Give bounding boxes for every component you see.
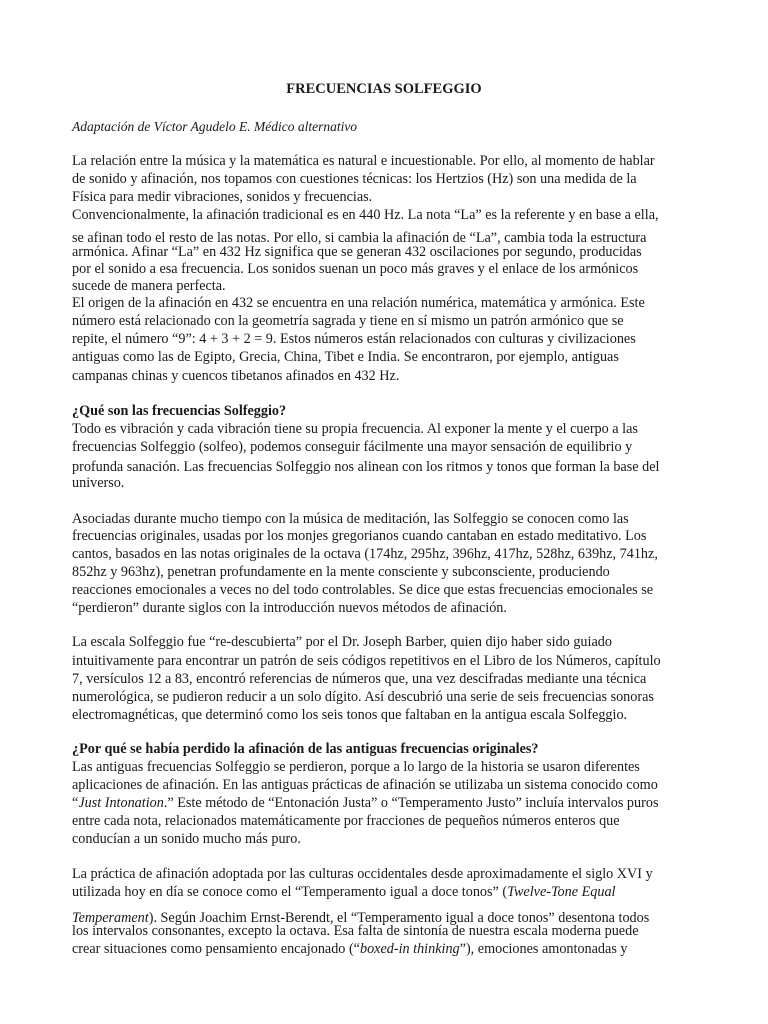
- paragraph-line: conducían a un sonido mucho más puro.: [72, 831, 301, 847]
- paragraph-line: antiguas como las de Egipto, Grecia, China, Tibet e India. Se encontraron, por ejemplo, antiguas: [72, 349, 619, 365]
- paragraph-line: Las antiguas frecuencias Solfeggio se perdieron, porque a lo largo de la historia se usaron diferentes: [72, 759, 640, 775]
- section-heading: ¿Por qué se había perdido la afinación de las antiguas frecuencias originales?: [72, 741, 539, 757]
- paragraph-line: se afinan todo el resto de las notas. Por ello, si cambia la afinación de “La”, cambia toda la estructura: [72, 230, 647, 246]
- paragraph-line: Convencionalmente, la afinación tradicional es en 440 Hz. La nota “La” es la referente y en base a ella,: [72, 207, 659, 223]
- paragraph-line: profunda sanación. Las frecuencias Solfeggio nos alinean con los ritmos y tonos que forman la base del: [72, 459, 660, 475]
- text-span: ). Según Joachim Ernst-Berendt, el “Temperamento igual a doce tonos” desentona todos: [148, 910, 650, 926]
- paragraph-line: de sonido y afinación, nos topamos con cuestiones técnicas: los Hertzios (Hz) son una medida de la: [72, 171, 637, 187]
- paragraph-line: 7, versículos 12 a 83, encontró referencias de números que, una vez descifradas mediante una técnica: [72, 671, 647, 687]
- paragraph-line: Asociadas durante mucho tiempo con la música de meditación, las Solfeggio se conocen como las: [72, 511, 629, 527]
- section-heading: ¿Qué son las frecuencias Solfeggio?: [72, 403, 287, 419]
- paragraph-line: reacciones emocionales a veces no del todo controlables. Se dice que estas frecuencias emocionales se: [72, 582, 654, 598]
- italic-term: Twelve-Tone Equal: [507, 884, 616, 900]
- paragraph-line: Todo es vibración y cada vibración tiene su propia frecuencia. Al exponer la mente y el cuerpo a las: [72, 421, 638, 437]
- paragraph-line: [72, 794, 658, 812]
- paragraph-line: aplicaciones de afinación. En las antiguas prácticas de afinación se utilizaba un sistema conocido como: [72, 777, 658, 793]
- paragraph-line: La escala Solfeggio fue “re-descubierta” por el Dr. Joseph Barber, quien dijo haber sido guiado: [72, 634, 612, 650]
- paragraph-line: intuitivamente para encontrar un patrón de seis códigos repetitivos en el Libro de los Números, capítulo: [72, 653, 661, 669]
- paragraph-line: La práctica de afinación adoptada por las culturas occidentales desde aproximadamente el siglo XVI y: [72, 866, 653, 882]
- document-subtitle: Adaptación de Víctor Agudelo E. Médico alternativo: [72, 119, 358, 134]
- text-span: crear situaciones como pensamiento encajonado (“: [72, 941, 360, 957]
- paragraph-line: repite, el número “9”: 4 + 3 + 2 = 9. Estos números están relacionados con culturas y civilizaciones: [72, 331, 636, 347]
- paragraph-line: [72, 940, 628, 958]
- paragraph-line: campanas chinas y cuencos tibetanos afinados en 432 Hz.: [72, 368, 400, 384]
- paragraph-line: armónica. Afinar “La” en 432 Hz significa que se generan 432 oscilaciones por segundo, producidas: [72, 244, 642, 260]
- paragraph-line: “perdieron” durante siglos con la introducción nuevos métodos de afinación.: [72, 600, 507, 616]
- text-span: “: [72, 795, 79, 811]
- document-title: FRECUENCIAS SOLFEGGIO: [286, 81, 482, 97]
- paragraph-line: frecuencias originales, usadas por los monjes gregorianos cuando cantaban en estado meditativo. Los: [72, 528, 647, 544]
- text-span: ”), emociones amontonadas y: [459, 941, 628, 957]
- paragraph-line: [72, 883, 615, 901]
- italic-term: Temperament: [72, 910, 149, 926]
- paragraph-line: por el sonido a esa frecuencia. Los sonidos suenan un poco más graves y el enlace de los armónicos: [72, 261, 639, 277]
- paragraph-line: número está relacionado con la geometría sagrada y tiene en sí mismo un patrón armónico que se: [72, 313, 624, 329]
- paragraph-line: La relación entre la música y la matemática es natural e incuestionable. Por ello, al momento de hablar: [72, 153, 655, 169]
- paragraph-line: universo.: [72, 475, 125, 491]
- paragraph-line: entre cada nota, relacionados matemáticamente por fracciones de pequeños números enteros que: [72, 813, 620, 829]
- paragraph-line: sucede de manera perfecta.: [72, 278, 226, 294]
- paragraph-line: electromagnéticas, que determinó como los seis tonos que faltaban en la antigua escala Solfeggio.: [72, 707, 628, 723]
- paragraph-line: 852hz y 963hz), penetran profundamente en la mente consciente y subconsciente, produciendo: [72, 564, 610, 580]
- paragraph-line: El origen de la afinación en 432 se encuentra en una relación numérica, matemática y armónica. Este: [72, 295, 645, 311]
- text-span: utilizada hoy en día se conoce como el “Temperamento igual a doce tonos” (: [72, 884, 508, 900]
- paragraph-line: frecuencias Solfeggio (solfeo), podemos conseguir fácilmente una mayor sensación de equilibrio y: [72, 439, 633, 455]
- paragraph-line: cantos, basados en las notas originales de la octava (174hz, 295hz, 396hz, 417hz, 528hz, 639hz, 741hz,: [72, 546, 658, 562]
- italic-term: boxed-in thinking: [359, 941, 460, 957]
- italic-term: Just Intonation: [78, 795, 164, 811]
- paragraph-line: Física para medir vibraciones, sonidos y frecuencias.: [72, 189, 373, 205]
- paragraph-line: numerológica, se pudieron reducir a un solo dígito. Así descubrió una serie de seis frecuencias sonoras: [72, 689, 654, 705]
- text-span: .” Este método de “Entonación Justa” o “Temperamento Justo” incluía intervalos puros: [163, 795, 659, 811]
- paragraph-line: los intervalos consonantes, excepto la octava. Esa falta de sintonía de nuestra escala moderna puede: [72, 923, 639, 939]
